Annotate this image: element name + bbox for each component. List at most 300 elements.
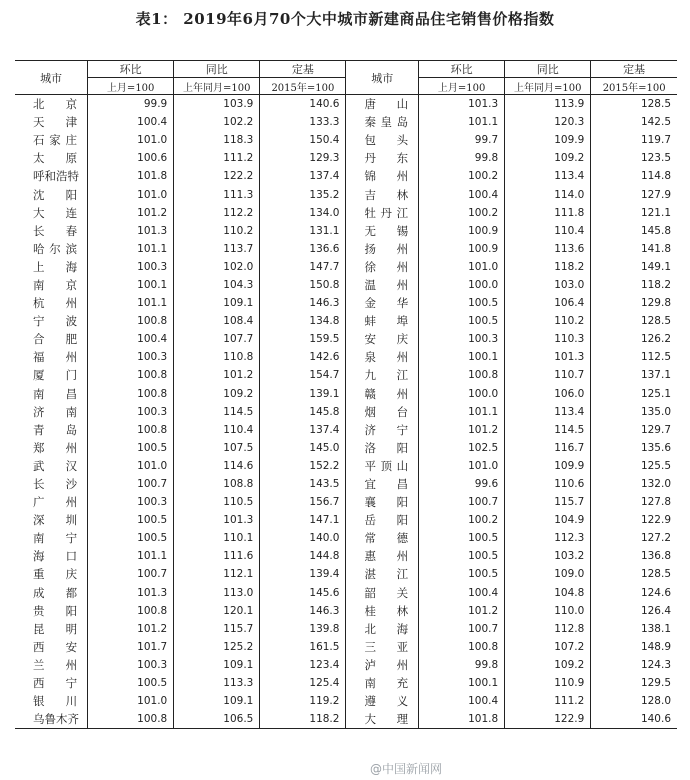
mom-cell: 100.7: [419, 493, 505, 511]
mom-cell: 101.1: [419, 113, 505, 131]
mom-cell: 100.9: [419, 240, 505, 258]
yoy-cell: 107.5: [174, 439, 260, 457]
mom-cell: 100.2: [419, 167, 505, 185]
table-row: [15, 529, 677, 547]
yoy-cell: 113.3: [174, 674, 260, 692]
table-row: [15, 602, 677, 620]
base-cell: 147.1: [260, 511, 346, 529]
table-row: [15, 638, 677, 656]
mom-cell: 100.3: [88, 348, 174, 366]
yoy-cell: 114.5: [505, 421, 591, 439]
mom-cell: 100.3: [88, 656, 174, 674]
base-cell: 150.4: [260, 131, 346, 149]
mom-cell: 101.1: [419, 403, 505, 421]
city-cell: 包头: [346, 131, 419, 149]
city-cell: 泸州: [346, 656, 419, 674]
city-cell: 北海: [346, 620, 419, 638]
yoy-cell: 118.2: [505, 258, 591, 276]
city-cell: 泉州: [346, 348, 419, 366]
yoy-cell: 114.0: [505, 185, 591, 203]
table-title: 表1： 2019年6月70个大中城市新建商品住宅销售价格指数: [135, 10, 555, 28]
mom-cell: 100.1: [419, 674, 505, 692]
mom-cell: 100.2: [419, 511, 505, 529]
table-row: [15, 204, 677, 222]
base-cell: 137.4: [260, 167, 346, 185]
base-header: 定基: [260, 61, 346, 78]
yoy-cell: 110.9: [505, 674, 591, 692]
mom-header: 环比: [88, 61, 174, 78]
mom-cell: 100.4: [88, 330, 174, 348]
base-cell: 133.3: [260, 113, 346, 131]
base-cell: 125.5: [591, 457, 677, 475]
city-cell: 太原: [33, 151, 78, 166]
mom-cell: 101.3: [88, 584, 174, 602]
yoy-cell: 101.2: [174, 366, 260, 384]
yoy-subheader: 上年同月=100: [505, 78, 591, 95]
base-cell: 112.5: [591, 348, 677, 366]
mom-cell: 100.3: [419, 330, 505, 348]
city-cell: 平顶山: [346, 457, 419, 475]
mom-cell: 100.4: [88, 113, 174, 131]
table-row: [15, 493, 677, 511]
yoy-cell: 113.4: [505, 403, 591, 421]
base-cell: 127.8: [591, 493, 677, 511]
mom-cell: 100.8: [419, 366, 505, 384]
yoy-cell: 103.0: [505, 276, 591, 294]
yoy-cell: 118.3: [174, 131, 260, 149]
mom-cell: 100.5: [419, 547, 505, 565]
base-cell: 147.7: [260, 258, 346, 276]
city-cell: 沈阳: [33, 187, 78, 202]
table-row: [15, 276, 677, 294]
base-cell: 129.3: [260, 149, 346, 167]
mom-cell: 100.5: [88, 511, 174, 529]
yoy-cell: 122.2: [174, 167, 260, 185]
yoy-cell: 110.7: [505, 366, 591, 384]
yoy-cell: 110.3: [505, 330, 591, 348]
mom-cell: 102.5: [419, 439, 505, 457]
base-cell: 142.5: [591, 113, 677, 131]
city-cell: 烟台: [346, 403, 419, 421]
mom-cell: 100.4: [419, 584, 505, 602]
yoy-cell: 120.1: [174, 602, 260, 620]
yoy-cell: 110.0: [505, 602, 591, 620]
base-cell: 126.2: [591, 330, 677, 348]
yoy-cell: 106.4: [505, 294, 591, 312]
yoy-cell: 109.1: [174, 692, 260, 710]
mom-cell: 101.2: [88, 204, 174, 222]
yoy-cell: 109.2: [505, 656, 591, 674]
base-cell: 141.8: [591, 240, 677, 258]
yoy-cell: 112.2: [174, 204, 260, 222]
yoy-cell: 109.2: [174, 385, 260, 403]
city-cell: 哈尔滨: [33, 241, 78, 256]
yoy-cell: 101.3: [505, 348, 591, 366]
mom-cell: 101.2: [88, 620, 174, 638]
base-cell: 131.1: [260, 222, 346, 240]
mom-cell: 101.1: [88, 294, 174, 312]
city-cell: 丹东: [346, 149, 419, 167]
table-row: [15, 294, 677, 312]
mom-cell: 100.8: [88, 710, 174, 729]
mom-cell: 100.8: [88, 421, 174, 439]
mom-cell: 99.6: [419, 475, 505, 493]
mom-cell: 101.2: [419, 421, 505, 439]
city-cell: 深圳: [33, 513, 78, 528]
city-cell: 扬州: [346, 240, 419, 258]
yoy-cell: 101.3: [174, 511, 260, 529]
yoy-cell: 113.0: [174, 584, 260, 602]
city-cell: 兰州: [33, 657, 78, 672]
yoy-cell: 114.6: [174, 457, 260, 475]
yoy-cell: 103.2: [505, 547, 591, 565]
base-cell: 129.7: [591, 421, 677, 439]
table-row: [15, 348, 677, 366]
base-cell: 146.3: [260, 294, 346, 312]
base-cell: 145.6: [260, 584, 346, 602]
base-cell: 119.2: [260, 692, 346, 710]
yoy-cell: 102.0: [174, 258, 260, 276]
table-row: [15, 620, 677, 638]
table-row: [15, 258, 677, 276]
base-cell: 128.5: [591, 95, 677, 114]
table-row: [15, 511, 677, 529]
mom-header: 环比: [419, 61, 505, 78]
mom-cell: 100.6: [88, 149, 174, 167]
city-cell: 常德: [346, 529, 419, 547]
city-cell: 成都: [33, 585, 78, 600]
base-cell: 137.4: [260, 421, 346, 439]
base-cell: 149.1: [591, 258, 677, 276]
city-cell: 韶关: [346, 584, 419, 602]
yoy-cell: 110.6: [505, 475, 591, 493]
mom-cell: 100.5: [419, 565, 505, 583]
mom-cell: 100.1: [419, 348, 505, 366]
base-cell: 134.8: [260, 312, 346, 330]
table-row: [15, 95, 677, 114]
base-cell: 145.8: [591, 222, 677, 240]
city-cell: 温州: [346, 276, 419, 294]
base-cell: 121.1: [591, 204, 677, 222]
table-row: [15, 403, 677, 421]
base-cell: 139.8: [260, 620, 346, 638]
mom-cell: 100.7: [88, 565, 174, 583]
yoy-cell: 110.1: [174, 529, 260, 547]
base-cell: 140.6: [260, 95, 346, 114]
base-cell: 122.9: [591, 511, 677, 529]
yoy-cell: 111.6: [174, 547, 260, 565]
yoy-cell: 125.2: [174, 638, 260, 656]
yoy-cell: 120.3: [505, 113, 591, 131]
mom-cell: 100.0: [419, 385, 505, 403]
table-row: [15, 167, 677, 185]
mom-cell: 101.2: [419, 602, 505, 620]
yoy-cell: 106.0: [505, 385, 591, 403]
base-cell: 135.6: [591, 439, 677, 457]
mom-cell: 101.0: [88, 185, 174, 203]
table-row: [15, 565, 677, 583]
city-cell: 合肥: [33, 332, 78, 347]
city-cell: 徐州: [346, 258, 419, 276]
mom-cell: 100.5: [88, 674, 174, 692]
yoy-cell: 107.2: [505, 638, 591, 656]
base-cell: 128.5: [591, 312, 677, 330]
mom-cell: 100.3: [88, 403, 174, 421]
city-cell: 乌鲁木齐: [15, 710, 88, 729]
city-cell: 锦州: [346, 167, 419, 185]
base-header: 定基: [591, 61, 677, 78]
yoy-cell: 104.8: [505, 584, 591, 602]
city-cell: 济南: [33, 404, 78, 419]
table-row: [15, 475, 677, 493]
mom-cell: 101.0: [88, 457, 174, 475]
base-cell: 143.5: [260, 475, 346, 493]
city-cell: 九江: [346, 366, 419, 384]
base-cell: 114.8: [591, 167, 677, 185]
mom-cell: 101.7: [88, 638, 174, 656]
mom-cell: 100.0: [419, 276, 505, 294]
city-cell: 西宁: [33, 676, 78, 691]
table-row: [15, 330, 677, 348]
table-row: [15, 149, 677, 167]
city-cell: 北京: [33, 97, 78, 112]
table-row: [15, 656, 677, 674]
table-row: [15, 421, 677, 439]
yoy-cell: 104.3: [174, 276, 260, 294]
yoy-cell: 114.5: [174, 403, 260, 421]
city-cell: 蚌埠: [346, 312, 419, 330]
city-cell: 无锡: [346, 222, 419, 240]
base-cell: 138.1: [591, 620, 677, 638]
yoy-cell: 111.3: [174, 185, 260, 203]
mom-cell: 101.0: [88, 692, 174, 710]
base-cell: 150.8: [260, 276, 346, 294]
watermark: @中国新闻网: [370, 762, 443, 776]
yoy-cell: 109.2: [505, 149, 591, 167]
mom-cell: 100.4: [419, 185, 505, 203]
yoy-cell: 109.9: [505, 131, 591, 149]
table-row: [15, 457, 677, 475]
yoy-cell: 110.4: [174, 421, 260, 439]
city-cell: 昆明: [33, 621, 78, 636]
base-cell: 127.2: [591, 529, 677, 547]
city-cell: 武汉: [33, 458, 78, 473]
city-cell: 安庆: [346, 330, 419, 348]
base-cell: 136.8: [591, 547, 677, 565]
mom-cell: 100.8: [419, 638, 505, 656]
mom-cell: 101.3: [88, 222, 174, 240]
city-cell: 贵阳: [33, 603, 78, 618]
table-row: [15, 366, 677, 384]
header-row: [15, 61, 677, 78]
yoy-cell: 113.9: [505, 95, 591, 114]
city-cell: 福州: [33, 350, 78, 365]
city-cell: 银川: [33, 694, 78, 709]
yoy-cell: 115.7: [505, 493, 591, 511]
base-cell: 125.1: [591, 385, 677, 403]
mom-cell: 100.5: [88, 439, 174, 457]
mom-cell: 99.8: [419, 149, 505, 167]
mom-cell: 100.5: [419, 294, 505, 312]
yoy-header: 同比: [505, 61, 591, 78]
yoy-cell: 102.2: [174, 113, 260, 131]
mom-cell: 100.7: [419, 620, 505, 638]
yoy-cell: 107.7: [174, 330, 260, 348]
city-cell: 南昌: [33, 386, 78, 401]
base-cell: 139.4: [260, 565, 346, 583]
city-cell: 郑州: [33, 440, 78, 455]
city-cell: 长春: [33, 223, 78, 238]
yoy-cell: 112.8: [505, 620, 591, 638]
mom-cell: 100.2: [419, 204, 505, 222]
base-cell: 161.5: [260, 638, 346, 656]
city-cell: 宜昌: [346, 475, 419, 493]
base-cell: 128.5: [591, 565, 677, 583]
mom-cell: 100.8: [88, 366, 174, 384]
city-cell: 西安: [33, 639, 78, 654]
yoy-cell: 109.0: [505, 565, 591, 583]
mom-cell: 100.1: [88, 276, 174, 294]
mom-cell: 100.8: [88, 602, 174, 620]
city-cell: 南宁: [33, 531, 78, 546]
table-row: [15, 710, 677, 729]
base-cell: 148.9: [591, 638, 677, 656]
city-cell: 秦皇岛: [346, 113, 419, 131]
city-cell: 三亚: [346, 638, 419, 656]
mom-cell: 99.8: [419, 656, 505, 674]
city-cell: 海口: [33, 549, 78, 564]
base-cell: 129.5: [591, 674, 677, 692]
mom-cell: 101.1: [88, 240, 174, 258]
base-cell: 136.6: [260, 240, 346, 258]
city-header: 城市: [15, 61, 88, 95]
city-cell: 吉林: [346, 185, 419, 203]
mom-cell: 100.8: [88, 385, 174, 403]
price-index-table: [15, 60, 677, 729]
table-row: [15, 674, 677, 692]
city-cell: 呼和浩特: [33, 169, 79, 184]
mom-subheader: 上月=100: [419, 78, 505, 95]
yoy-cell: 110.2: [505, 312, 591, 330]
base-cell: 154.7: [260, 366, 346, 384]
base-cell: 127.9: [591, 185, 677, 203]
base-cell: 142.6: [260, 348, 346, 366]
base-subheader: 2015年=100: [260, 78, 346, 95]
yoy-cell: 113.4: [505, 167, 591, 185]
city-cell: 南京: [33, 277, 78, 292]
city-header: 城市: [346, 61, 419, 95]
base-cell: 140.6: [591, 710, 677, 729]
base-cell: 118.2: [260, 710, 346, 729]
city-cell: 重庆: [33, 567, 78, 582]
base-cell: 145.0: [260, 439, 346, 457]
yoy-cell: 106.5: [174, 710, 260, 729]
base-subheader: 2015年=100: [591, 78, 677, 95]
base-cell: 129.8: [591, 294, 677, 312]
base-cell: 135.0: [591, 403, 677, 421]
mom-cell: 100.7: [88, 475, 174, 493]
city-cell: 厦门: [33, 368, 78, 383]
mom-cell: 99.7: [419, 131, 505, 149]
city-cell: 杭州: [33, 296, 78, 311]
base-cell: 159.5: [260, 330, 346, 348]
mom-cell: 100.5: [88, 529, 174, 547]
base-cell: 125.4: [260, 674, 346, 692]
city-cell: 桂林: [346, 602, 419, 620]
table-row: [15, 312, 677, 330]
yoy-header: 同比: [174, 61, 260, 78]
city-cell: 岳阳: [346, 511, 419, 529]
city-cell: 上海: [33, 259, 78, 274]
city-cell: 济宁: [346, 421, 419, 439]
city-cell: 赣州: [346, 385, 419, 403]
yoy-cell: 116.7: [505, 439, 591, 457]
city-cell: 湛江: [346, 565, 419, 583]
city-cell: 青岛: [33, 422, 78, 437]
city-cell: 大连: [33, 205, 78, 220]
yoy-cell: 113.7: [174, 240, 260, 258]
city-cell: 石家庄: [33, 133, 78, 148]
table-row: [15, 547, 677, 565]
yoy-cell: 110.5: [174, 493, 260, 511]
city-cell: 牡丹江: [346, 204, 419, 222]
mom-cell: 100.9: [419, 222, 505, 240]
base-cell: 123.5: [591, 149, 677, 167]
table-row: [15, 185, 677, 203]
table-row: [15, 113, 677, 131]
base-cell: 119.7: [591, 131, 677, 149]
yoy-cell: 115.7: [174, 620, 260, 638]
mom-cell: 101.1: [88, 547, 174, 565]
yoy-cell: 111.2: [505, 692, 591, 710]
table-body: [15, 95, 677, 729]
base-cell: 145.8: [260, 403, 346, 421]
mom-cell: 101.8: [88, 167, 174, 185]
yoy-cell: 109.1: [174, 294, 260, 312]
mom-cell: 101.0: [419, 258, 505, 276]
base-cell: 134.0: [260, 204, 346, 222]
yoy-subheader: 上年同月=100: [174, 78, 260, 95]
yoy-cell: 104.9: [505, 511, 591, 529]
base-cell: 156.7: [260, 493, 346, 511]
base-cell: 144.8: [260, 547, 346, 565]
base-cell: 132.0: [591, 475, 677, 493]
mom-cell: 100.5: [419, 312, 505, 330]
base-cell: 118.2: [591, 276, 677, 294]
city-cell: 大理: [346, 710, 419, 729]
yoy-cell: 108.8: [174, 475, 260, 493]
mom-cell: 101.0: [419, 457, 505, 475]
city-cell: 长沙: [33, 477, 78, 492]
city-cell: 南充: [346, 674, 419, 692]
base-cell: 124.3: [591, 656, 677, 674]
table-row: [15, 584, 677, 602]
yoy-cell: 110.2: [174, 222, 260, 240]
yoy-cell: 111.8: [505, 204, 591, 222]
base-cell: 152.2: [260, 457, 346, 475]
mom-cell: 100.4: [419, 692, 505, 710]
mom-cell: 99.9: [88, 95, 174, 114]
city-cell: 广州: [33, 495, 78, 510]
yoy-cell: 122.9: [505, 710, 591, 729]
base-cell: 137.1: [591, 366, 677, 384]
table-row: [15, 385, 677, 403]
table-row: [15, 131, 677, 149]
city-cell: 遵义: [346, 692, 419, 710]
city-cell: 唐山: [346, 95, 419, 114]
yoy-cell: 103.9: [174, 95, 260, 114]
table-row: [15, 439, 677, 457]
